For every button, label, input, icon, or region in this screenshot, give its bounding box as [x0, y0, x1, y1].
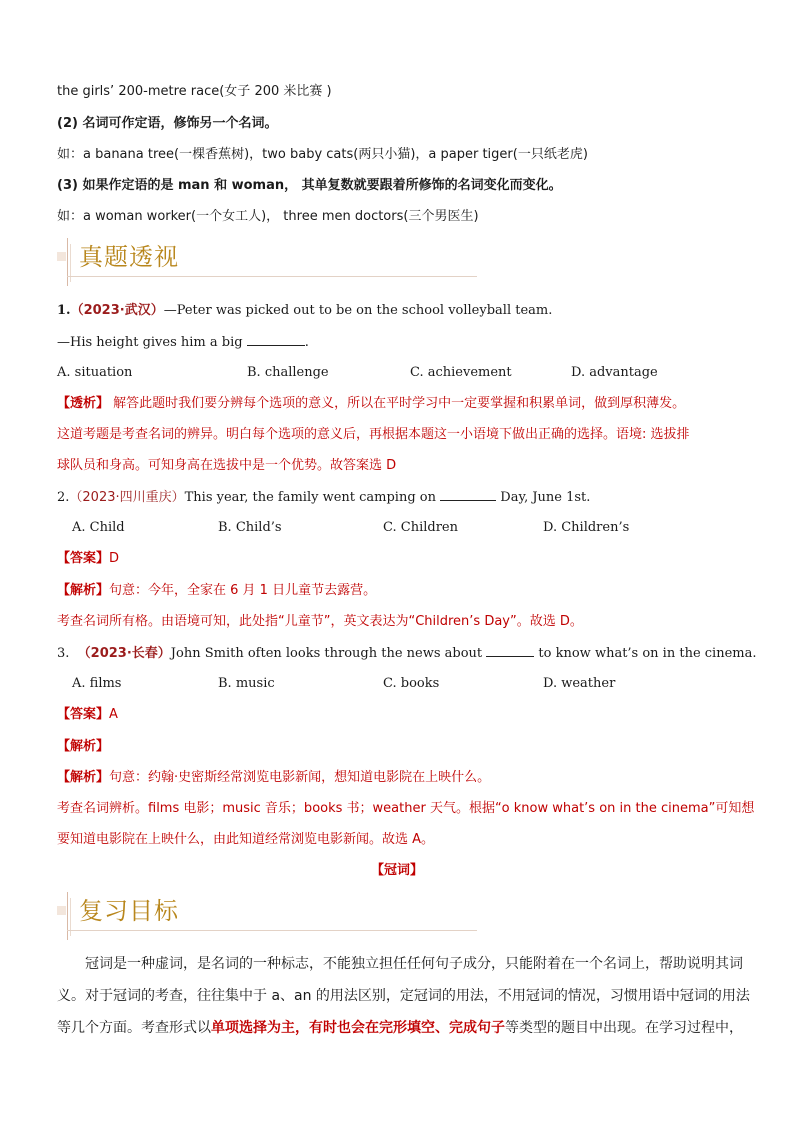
analysis-tag: 【解析】 — [57, 770, 110, 785]
banner-vertical-rule — [67, 892, 68, 940]
analysis-tag: 【透析】 — [57, 396, 110, 411]
option-b: B. music — [218, 676, 275, 691]
question-3 — [57, 643, 756, 664]
section-banner-review-goals — [57, 892, 477, 940]
analysis-tag: 【解析】 — [57, 583, 110, 598]
answer-value: A — [109, 707, 118, 722]
option-c: C. books — [383, 676, 440, 691]
q2-analysis-line-2: 考查名词所有格。由语境可知，此处指“儿童节”，英文表达为“Children’s Day”。故选 D。 — [57, 614, 583, 629]
option-c: C. achievement — [410, 365, 512, 380]
option-a: A. situation — [57, 365, 133, 380]
answer-tag: 【答案】 — [57, 551, 110, 566]
body-highlight: 单项选择为主，有时也会在完形填空、完成句子 — [211, 1020, 505, 1036]
question-stem: John Smith often looks through the news about — [170, 646, 483, 661]
answer-blank — [486, 643, 534, 657]
question-stem: This year, the family went camping on — [184, 490, 436, 505]
section-banner-real-questions — [57, 238, 477, 286]
analysis-text: 句意：约翰·史密斯经常浏览电影新闻，想知道电影院在上映什么。 — [109, 770, 491, 785]
body-line-3 — [57, 1016, 743, 1040]
option-b: B. Child’s — [218, 520, 282, 535]
q3-analysis-line-1 — [57, 768, 490, 788]
q3-analysis-heading: 【解析】 — [57, 739, 110, 754]
section-title: 真题透视 — [79, 243, 179, 271]
body-line-2: 义。对于冠词的考查，往往集中于 a、an 的用法区别，定冠词的用法，不用冠词的情况，习惯用语中冠词的用法 — [57, 988, 750, 1004]
question-stem-end: to know what’s on in the cinema. — [538, 646, 757, 661]
question-source: （2023·长春） — [77, 646, 171, 661]
banner-vertical-rule — [67, 238, 68, 286]
q1-analysis-line-2: 这道考题是考查名词的辨异。明白每个选项的意义后，再根据本题这一小语境下做出正确的选择。语境: 选拔排 — [57, 427, 690, 442]
answer-tag: 【答案】 — [57, 707, 110, 722]
question-stem-end: Day, June 1st. — [500, 490, 591, 505]
body-text: 等几个方面。考查形式以 — [57, 1020, 211, 1036]
answer-blank — [247, 332, 305, 346]
question-2 — [57, 487, 590, 508]
question-number: 2. — [57, 490, 70, 505]
question-source: （2023·四川重庆） — [69, 490, 185, 505]
intro-line-1: the girls’ 200-metre race(女子 200 米比赛 ) — [57, 84, 332, 99]
banner-horizontal-rule — [67, 276, 477, 277]
question-1-line-2 — [57, 332, 309, 353]
option-d: D. weather — [543, 676, 616, 691]
subheading-articles: 【冠词】 — [370, 863, 423, 878]
q3-analysis-line-2: 考查名词辨析。films 电影；music 音乐；books 书；weather 天气。根据“o know what’s on in the cinema”可知想 — [57, 801, 755, 816]
stem-punctuation: . — [304, 335, 309, 350]
body-text: 等类型的题目中出现。在学习过程中， — [505, 1020, 743, 1036]
question-number: 1. — [57, 303, 71, 318]
option-d: D. Children’s — [543, 520, 630, 535]
question-stem: —Peter was picked out to be on the school volleyball team. — [163, 303, 553, 318]
answer-blank — [440, 487, 496, 501]
option-d: D. advantage — [571, 365, 658, 380]
question-number: 3. — [57, 646, 70, 661]
question-stem: —His height gives him a big — [57, 335, 243, 350]
option-a: A. films — [72, 676, 122, 691]
q2-analysis-line-1 — [57, 581, 376, 601]
q1-analysis-line-1 — [57, 394, 685, 414]
analysis-text: 句意：今年，全家在 6 月 1 日儿童节去露营。 — [109, 583, 377, 598]
banner-decoration — [57, 906, 66, 915]
option-c: C. Children — [383, 520, 458, 535]
body-line-1: 冠词是一种虚词，是名词的一种标志，不能独立担任任何句子成分，只能附着在一个名词上，帮助说明其词 — [85, 956, 743, 972]
q2-answer — [57, 549, 119, 569]
q3-answer — [57, 705, 118, 725]
banner-horizontal-rule — [67, 930, 477, 931]
section-title: 复习目标 — [79, 897, 179, 925]
answer-value: D — [109, 551, 120, 566]
intro-rule-2: (2) 名词可作定语，修饰另一个名词。 — [57, 116, 278, 131]
option-b: B. challenge — [247, 365, 329, 380]
intro-rule-3: (3) 如果作定语的是 man 和 woman， 其单复数就要跟着所修饰的名词变化而变化。 — [57, 178, 562, 193]
banner-decoration — [57, 252, 66, 261]
q3-analysis-line-3: 要知道电影院在上映什么，由此知道经常浏览电影新闻。故选 A。 — [57, 832, 435, 847]
question-source: （2023·武汉） — [70, 303, 164, 318]
analysis-text: 解答此题时我们要分辨每个选项的意义，所以在平时学习中一定要掌握和积累单词，做到厚积薄发。 — [109, 396, 686, 411]
q1-analysis-line-3: 球队员和身高。可知身高在选拔中是一个优势。故答案选 D — [57, 458, 397, 473]
option-a: A. Child — [72, 520, 125, 535]
intro-example-2: 如：a banana tree(一棵香蕉树)，two baby cats(两只小猫)，a paper tiger(一只纸老虎) — [57, 147, 588, 162]
question-1 — [57, 301, 552, 321]
intro-example-3: 如：a woman worker(一个女工人)， three men doctors(三个男医生) — [57, 209, 479, 224]
